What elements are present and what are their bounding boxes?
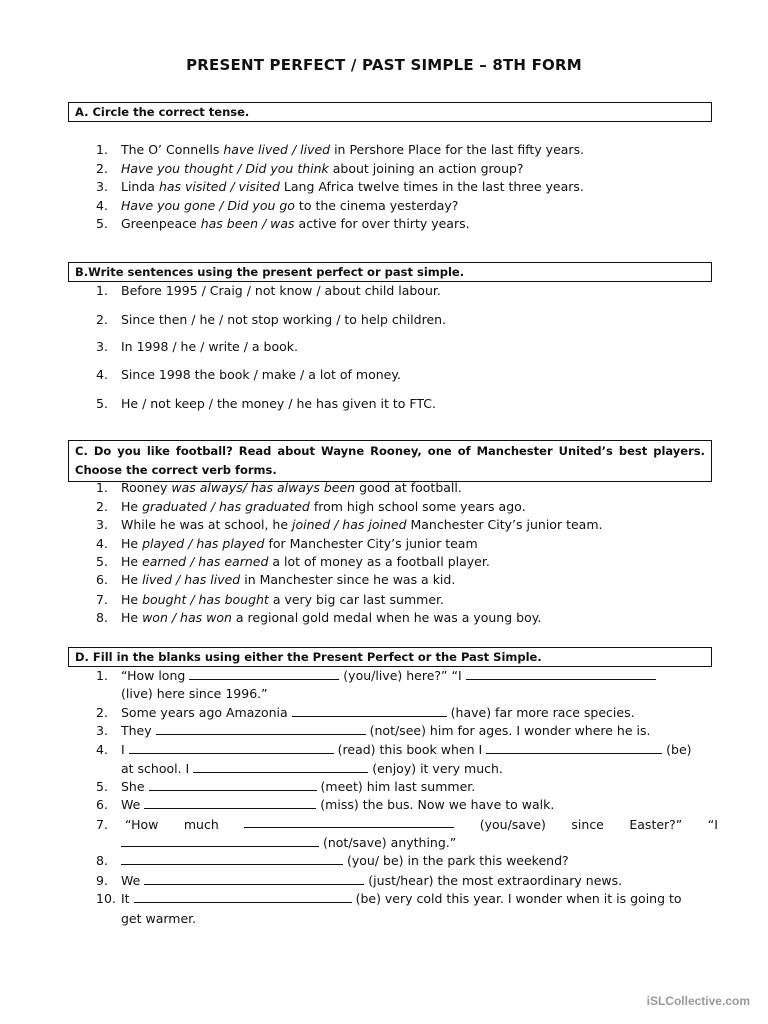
list-item <box>96 179 584 194</box>
item-text: Rooney <box>121 480 172 495</box>
list-item <box>96 367 401 382</box>
verb-choice[interactable]: earned / has earned <box>142 554 269 569</box>
list-item <box>96 396 436 411</box>
item-number: 2. <box>96 312 108 327</box>
answer-blank[interactable] <box>486 743 662 754</box>
answer-blank[interactable] <box>129 743 334 754</box>
item-text: Since 1998 the book / make / a lot of money. <box>121 367 401 382</box>
item-text: Greenpeace <box>121 216 201 231</box>
verb-choice[interactable]: graduated / has graduated <box>142 499 310 514</box>
list-item <box>96 339 298 354</box>
item-text: He <box>121 610 143 625</box>
item-text: Lang Africa twelve times in the last three years. <box>279 179 584 194</box>
list-item <box>96 312 446 327</box>
verb-choice[interactable]: was always/ has always been <box>171 480 356 495</box>
verb-choice[interactable]: Have you thought / Did you think <box>121 161 329 176</box>
list-item: 1. “How long (you/live) here?” “I <box>96 668 656 683</box>
verb-choice[interactable]: Have you gone / Did you go <box>121 198 295 213</box>
section-b-heading: B.Write sentences using the present perfect or past simple. <box>68 262 712 282</box>
item-number: 5. <box>96 396 108 411</box>
item-number: 1. <box>96 283 108 298</box>
verb-choice[interactable]: has been / was <box>200 216 295 231</box>
list-item <box>96 198 458 213</box>
item-text: Since then / he / not stop working / to help children. <box>121 312 447 327</box>
answer-blank[interactable] <box>189 669 339 680</box>
answer-blank[interactable] <box>144 798 316 809</box>
list-item <box>96 216 470 231</box>
item-text: He / not keep / the money / he has given it to FTC. <box>121 396 436 411</box>
answer-blank[interactable] <box>156 724 366 735</box>
item-number: 4. <box>96 198 108 213</box>
item-text: He <box>121 554 143 569</box>
list-item: 3. They (not/see) him for ages. I wonder where he is. <box>96 723 651 738</box>
list-item: 2. Some years ago Amazonia (have) far more race species. <box>96 705 635 720</box>
answer-blank[interactable] <box>466 669 656 680</box>
item-text: Before 1995 / Craig / not know / about child labour. <box>121 283 441 298</box>
item-text: active for over thirty years. <box>294 216 470 231</box>
list-item <box>96 142 584 157</box>
item-text: in Pershore Place for the last fifty years. <box>330 142 585 157</box>
list-item <box>96 536 478 551</box>
answer-blank[interactable] <box>149 780 317 791</box>
item-number: 2. <box>96 161 108 176</box>
item-number: 5. <box>96 216 108 231</box>
answer-blank[interactable] <box>193 762 368 773</box>
item-text: While he was at school, he <box>121 517 292 532</box>
item-text: about joining an action group? <box>328 161 524 176</box>
verb-choice[interactable]: has visited / visited <box>158 179 280 194</box>
item-text: from high school some years ago. <box>309 499 526 514</box>
item-text: The O’ Connells <box>121 142 224 157</box>
item-number: 1. <box>96 480 108 495</box>
answer-blank[interactable] <box>292 706 447 717</box>
item-number: 4. <box>96 536 108 551</box>
answer-blank[interactable] <box>121 836 319 847</box>
item-number: 7. <box>96 592 108 607</box>
verb-choice[interactable]: have lived / lived <box>223 142 331 157</box>
item-text: In 1998 / he / write / a book. <box>121 339 298 354</box>
answer-blank[interactable] <box>134 892 352 903</box>
item-text: a very big car last summer. <box>268 592 444 607</box>
site-watermark: iSLCollective.com <box>646 994 750 1008</box>
item-number: 5. <box>96 554 108 569</box>
item-text: to the cinema yesterday? <box>294 198 459 213</box>
list-item <box>96 480 462 495</box>
item-text: He <box>121 499 143 514</box>
worksheet-title: PRESENT PERFECT / PAST SIMPLE – 8TH FORM <box>186 56 582 74</box>
list-item <box>96 499 526 514</box>
item-number: 3. <box>96 179 108 194</box>
list-item: 7. “How much (you/save) since Easter?” “I <box>96 817 718 832</box>
list-item: 4. I (read) this book when I (be) <box>96 742 692 757</box>
item-number: 1. <box>96 142 108 157</box>
item-number: 3. <box>96 339 108 354</box>
item-text: He <box>121 572 143 587</box>
list-item <box>96 517 602 532</box>
item-text: for Manchester City’s junior team <box>264 536 478 551</box>
list-item: 10. It (be) very cold this year. I wonder when it is going to <box>96 891 682 906</box>
answer-blank[interactable] <box>144 874 364 885</box>
item-number: 2. <box>96 499 108 514</box>
item-text: He <box>121 592 143 607</box>
answer-blank[interactable] <box>121 854 343 865</box>
list-item <box>96 283 441 298</box>
item-text: a lot of money as a football player. <box>268 554 490 569</box>
item-text: in Manchester since he was a kid. <box>240 572 456 587</box>
list-item <box>96 610 541 625</box>
item-number: 3. <box>96 517 108 532</box>
list-item <box>96 572 455 587</box>
section-d-heading: D. Fill in the blanks using either the Present Perfect or the Past Simple. <box>68 647 712 667</box>
item-number: 8. <box>96 610 108 625</box>
item-text: Manchester City’s junior team. <box>406 517 603 532</box>
item-number: 6. <box>96 572 108 587</box>
section-a-heading: A. Circle the correct tense. <box>68 102 712 122</box>
verb-choice[interactable]: played / has played <box>142 536 265 551</box>
verb-choice[interactable]: joined / has joined <box>292 517 407 532</box>
item-text: good at football. <box>355 480 462 495</box>
list-item <box>96 592 444 607</box>
list-item <box>96 554 490 569</box>
verb-choice[interactable]: won / has won <box>142 610 232 625</box>
item-number: 4. <box>96 367 108 382</box>
list-item-continued: (not/save) anything.” <box>121 835 456 850</box>
list-item: 8. (you/ be) in the park this weekend? <box>96 853 569 868</box>
list-item: 6. We (miss) the bus. Now we have to walk. <box>96 797 555 812</box>
answer-blank[interactable] <box>244 817 454 828</box>
list-item <box>96 161 524 176</box>
item-text: Linda <box>121 179 159 194</box>
item-text: a regional gold medal when he was a young boy. <box>231 610 542 625</box>
section-c-heading: C. Do you like football? Read about Wayne Rooney, one of Manchester United’s best players. Choose the correct verb forms. <box>68 440 712 482</box>
list-item-continued: at school. I (enjoy) it very much. <box>121 761 503 776</box>
list-item-continued: get warmer. <box>121 911 197 926</box>
item-text: He <box>121 536 143 551</box>
verb-choice[interactable]: bought / has bought <box>142 592 269 607</box>
verb-choice[interactable]: lived / has lived <box>142 572 241 587</box>
list-item: 5. She (meet) him last summer. <box>96 779 476 794</box>
list-item: 9. We (just/hear) the most extraordinary news. <box>96 873 623 888</box>
list-item-continued: (live) here since 1996.” <box>121 686 268 701</box>
